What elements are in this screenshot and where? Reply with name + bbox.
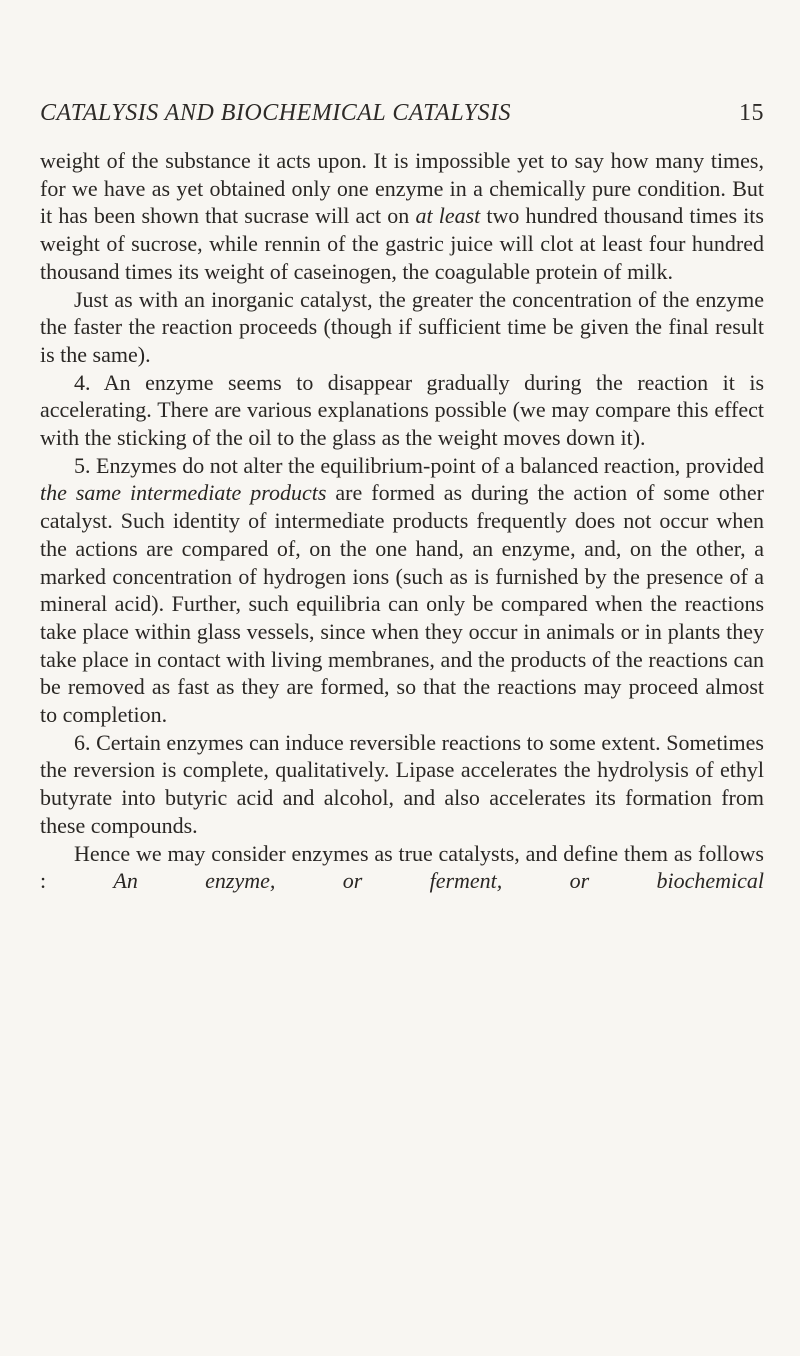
running-title: CATALYSIS AND BIOCHEMICAL CATALYSIS — [40, 100, 512, 126]
paragraph-concentration — [40, 286, 764, 369]
paragraph-text: 4. An enzyme seems to disappear gradually during the reaction it is accelerating. There are various explanations possible (we may compare this effect with the sticking of the oil to the glass as the weight moves down it). — [40, 369, 764, 451]
emphasis-text: at least — [415, 203, 481, 229]
page-number: 15 — [739, 100, 764, 126]
paragraph-text: 5. Enzymes do not alter the equilibrium-point of a balanced reaction, provided — [74, 452, 764, 478]
paragraph-text: are formed as during the action of some other catalyst. Such identity of intermediate products frequently does not occur when the actions are compared of, on the one hand, an enzyme, and, on the other, a marked concentration of hydrogen ions (such as is furnished by the presence of a mineral acid). Further, such equilibria can only be compared when the reactions take place within glass vessels, since when they occur in animals or in plants they take place in contact with living membranes, and the products of the reactions can be removed as fast as they are formed, so that the reactions may proceed almost to completion. — [40, 480, 765, 728]
paragraph-point-4 — [40, 369, 764, 452]
paragraph-text: 6. Certain enzymes can induce reversible reactions to some extent. Sometimes the reversion is complete, qualitatively. Lipase accelerates the hydrolysis of ethyl butyrate into butyric acid and alcohol, and also accelerates its formation from these compounds. — [40, 729, 764, 838]
paragraph-text: weight of the substance it acts upon. It is impossible yet to say how many times, for we have as yet obtained only one enzyme in a chemically pure condition. But it has been shown that sucrase will act on — [40, 148, 764, 229]
paragraph-point-5 — [40, 452, 764, 729]
paragraph-point-6 — [40, 729, 764, 840]
paragraph-definition — [40, 840, 764, 895]
paragraph-text: Hence we may consider enzymes as true catalysts, and define them as follows : — [40, 840, 764, 894]
emphasis-text: An enzyme, or ferment, or biochemical — [113, 868, 764, 894]
paragraph-continued — [40, 147, 764, 286]
paragraph-text: Just as with an inorganic catalyst, the greater the concentration of the enzyme the faster the reaction proceeds (though if sufficient time be given the final result is the same). — [40, 286, 764, 367]
body-text — [40, 147, 764, 895]
emphasis-text: the same intermediate products — [40, 480, 327, 506]
paragraph-text: two hundred thousand times its weight of sucrose, while rennin of the gastric juice will clot at least four hundred thousand times its weight of caseinogen, the coagulable protein of milk. — [40, 203, 764, 284]
running-header — [40, 100, 764, 132]
